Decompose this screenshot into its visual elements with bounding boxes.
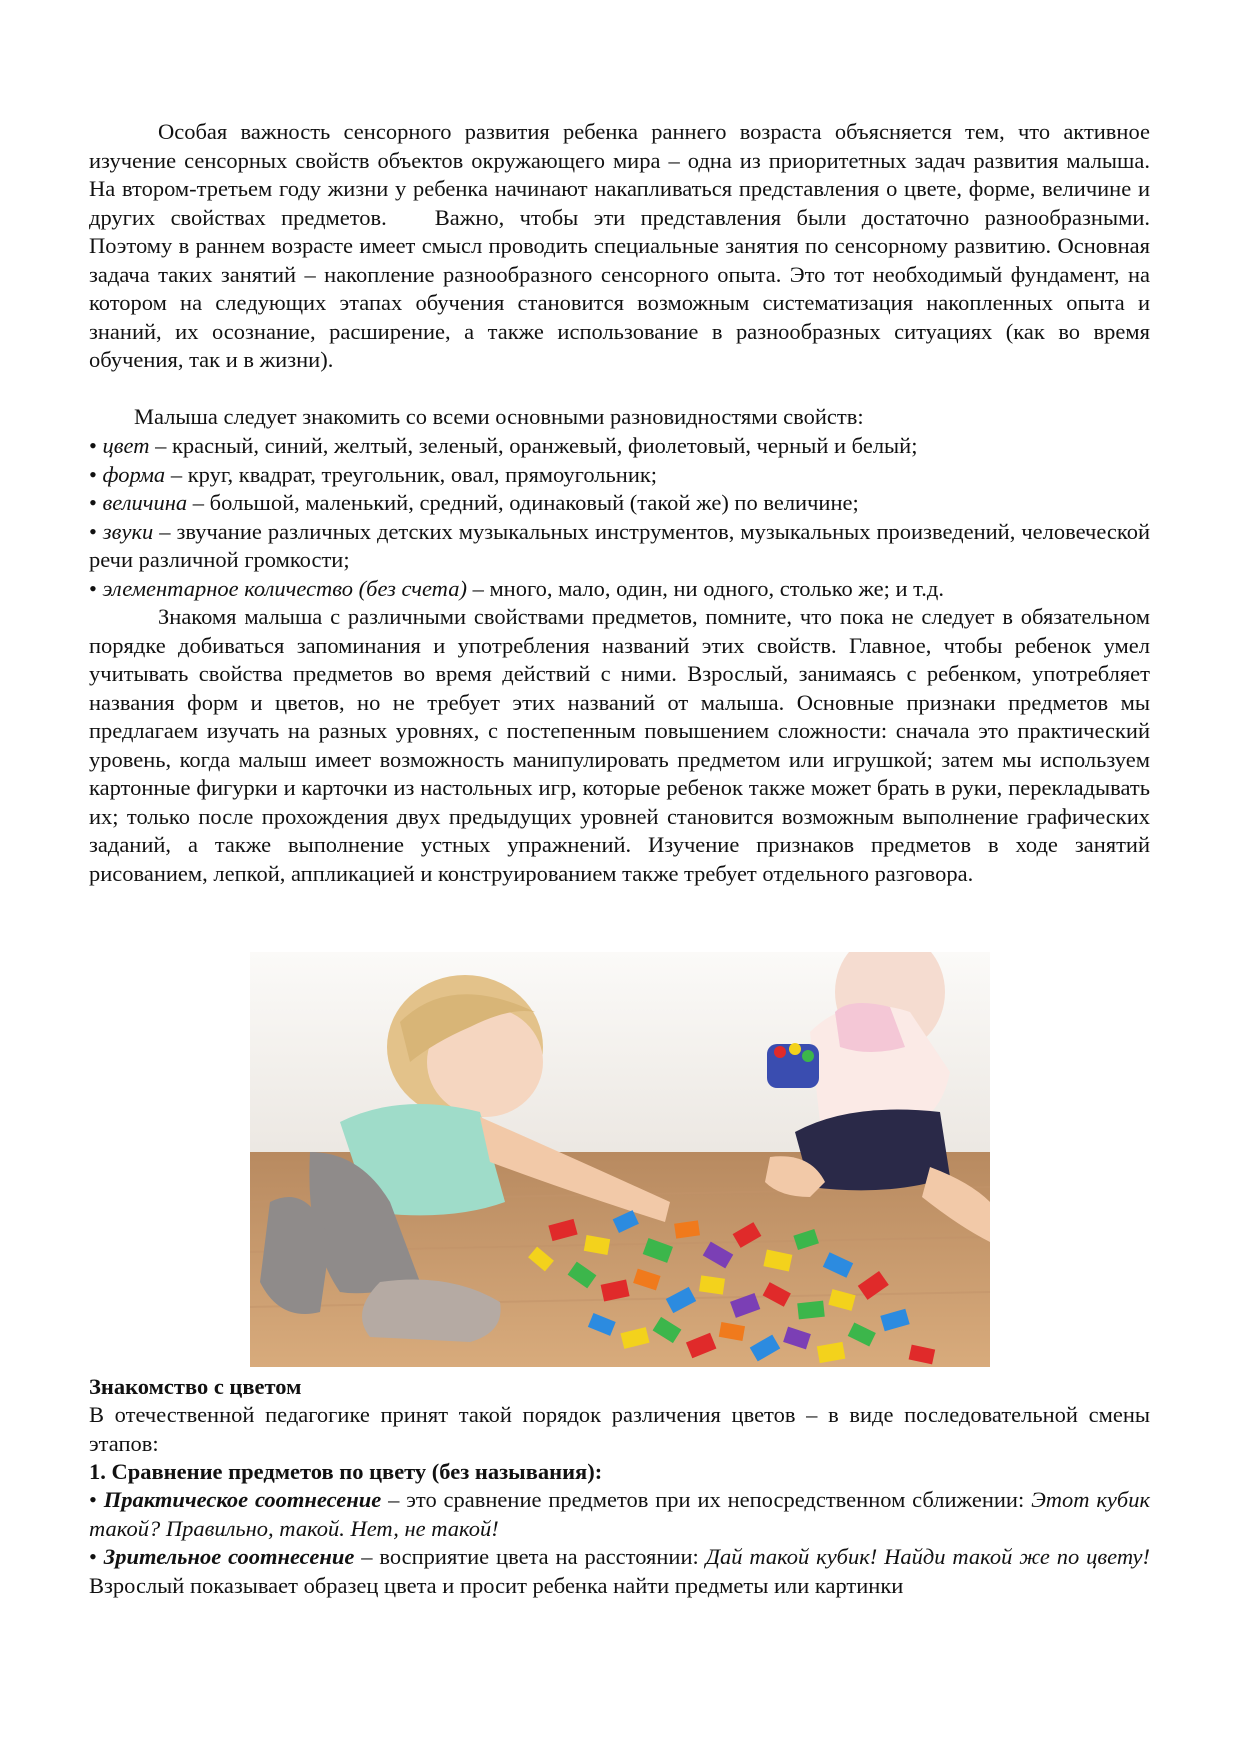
list-item-quantity: • элементарное количество (без счета) – много, мало, один, ни одного, столько же; и т.д.	[89, 575, 944, 601]
step1-heading: 1. Сравнение предметов по цвету (без называния):	[89, 1459, 603, 1484]
paragraph-intro-properties: Малыша следует знакомить со всеми основными разновидностями свойств:	[134, 404, 864, 429]
list-item-size: • величина – большой, маленький, средний, одинаковый (такой же) по величине;	[89, 490, 859, 515]
photo-illustration	[250, 952, 990, 1367]
list-item-color: • цвет – красный, синий, желтый, зеленый, оранжевый, фиолетовый, черный и белый;	[89, 433, 918, 458]
list-item-shape: • форма – круг, квадрат, треугольник, овал, прямоугольник;	[89, 461, 658, 487]
section-title-color: Знакомство с цветом	[89, 1374, 302, 1399]
bullet-visual-matching: • Зрительное соотнесение – восприятие цвета на расстоянии: Дай такой кубик! Найди такой же по цвету! Взрослый показывает образец цвета и просит ребенка найти предметы или картинки	[89, 1544, 1150, 1598]
list-item-sounds: • звуки – звучание различных детских музыкальных инструментов, музыкальных произведений, человеческой речи различной громкости;	[89, 518, 1150, 572]
properties-list	[89, 432, 1150, 603]
paragraph-learning-levels: Знакомя малыша с различными свойствами предметов, помните, что пока не следует в обязательном порядке добиваться запоминания и употребления названий этих свойств. Главное, чтобы ребенок умел учитывать свойства предметов во время действий с ними. Взрослый, занимаясь с ребенком, употребляет названия форм и цветов, но не требует этих названий от малыша. Основные признаки предметов мы предлагаем изучать на разных уровнях, с постепенным повышением сложности: сначала это практический уровень, когда малыш имеет возможность манипулировать предметом или игрушкой; затем мы используем картонные фигурки и карточки из настольных игр, которые ребенок также может брать в руки, перекладывать их; только после прохождения двух предыдущих уровней становится возможным выполнение графических заданий, а также выполнение устных упражнений. Изучение признаков предметов в ходе занятий рисованием, лепкой, аппликацией и конструированием также требует отдельного разговора.	[89, 604, 1150, 886]
paragraph-sensory-importance: Особая важность сенсорного развития ребенка раннего возраста объясняется тем, что активное изучение сенсорных свойств объектов окружающего мира – одна из приоритетных задач развития малыша. На втором-третьем году жизни у ребенка начинают накапливаться представления о цвете, форме, величине и других свойствах предметов. Важно, чтобы эти представления были достаточно разнообразными. Поэтому в раннем возрасте имеет смысл проводить специальные занятия по сенсорному развитию. Основная задача таких занятий – накопление разнообразного сенсорного опыта. Это тот необходимый фундамент, на котором на следующих этапах обучения становится возможным систематизация накопленных опыта и знаний, их осознание, расширение, а также использование в разнообразных ситуациях (как во время обучения, так и в жизни).	[89, 119, 1150, 372]
children-playing-photo	[250, 952, 990, 1367]
paragraph-color-stages: В отечественной педагогике принят такой порядок различения цветов – в виде последовательной смены этапов:	[89, 1402, 1150, 1456]
bullet-practical-matching: • Практическое соотнесение – это сравнение предметов при их непосредственном сближении: Этот кубик такой? Правильно, такой. Нет, не такой!	[89, 1487, 1151, 1541]
